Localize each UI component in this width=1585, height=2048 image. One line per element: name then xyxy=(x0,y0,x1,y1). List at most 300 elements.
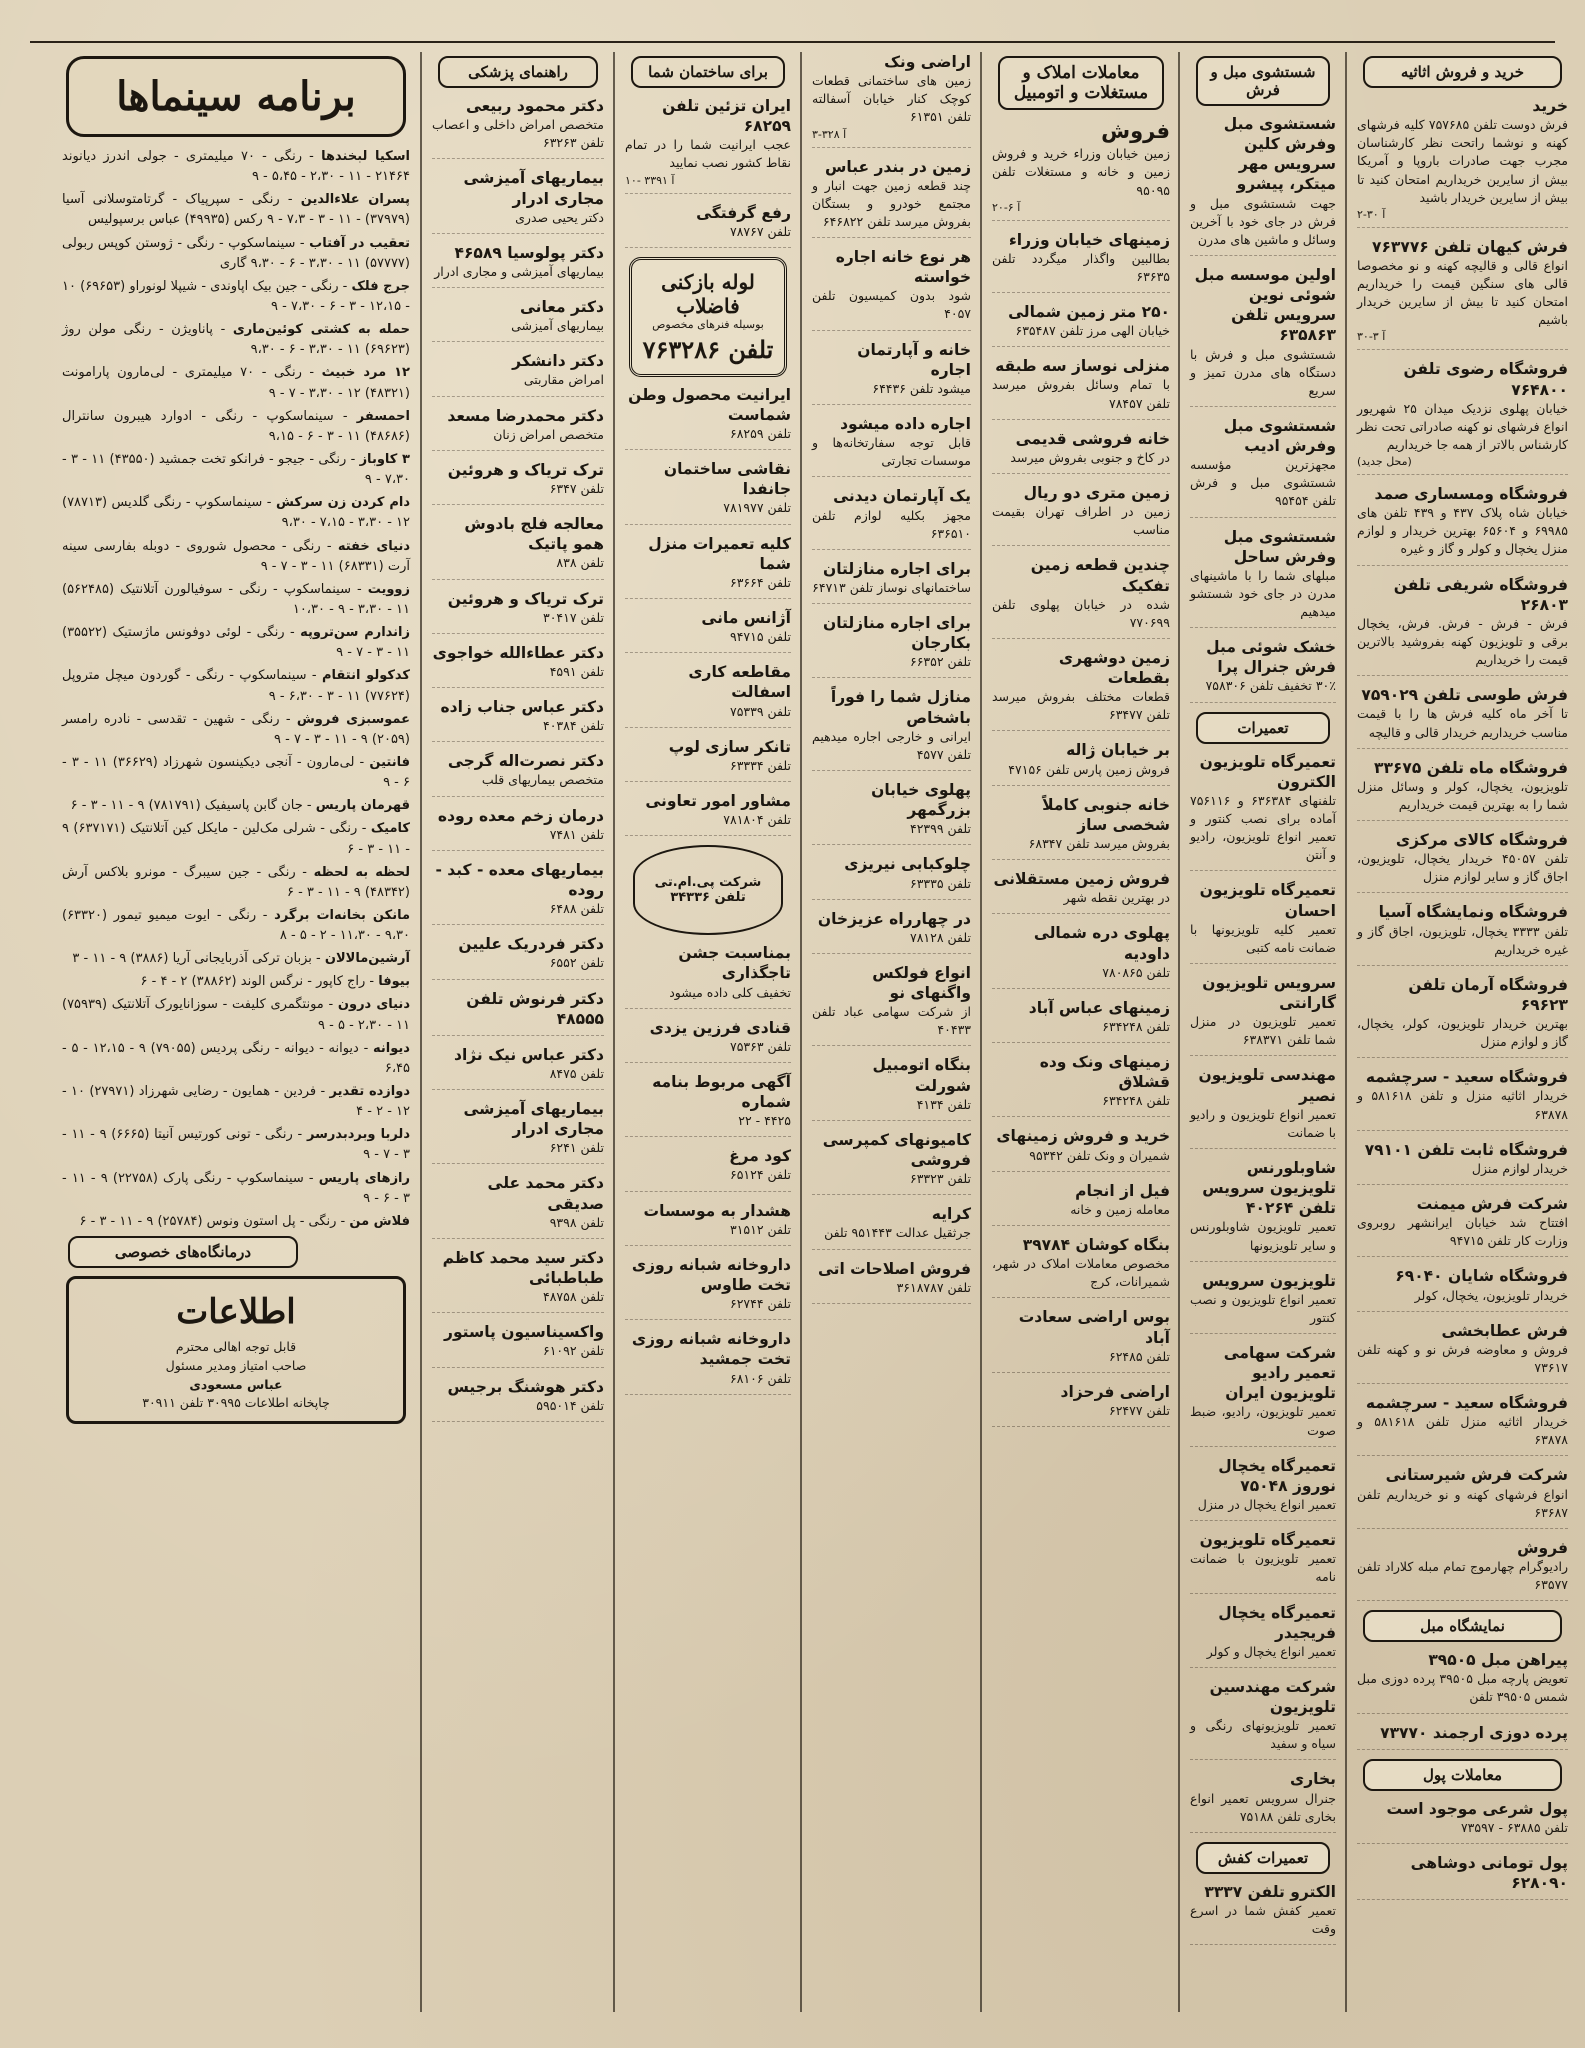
ad-body: تلفن ۶۳۴۲۴۸ xyxy=(1102,1018,1170,1034)
classified-ad xyxy=(1190,637,1336,702)
ad-body: در بهترین نقطه شهر xyxy=(1063,890,1170,906)
movie-showtimes: - رنگی - سپرپیاک - گرتامتوسلانی آسیا (۳۷۹۷۹) - ۱۱ - ۳ - ۷،۳ - ۹ رکس (۴۹۹۳۵) عباس برسپولیس xyxy=(62,192,410,228)
movie-title: کدکولو انتقام xyxy=(322,668,410,684)
movie-title: دوازده تقدیر xyxy=(329,1084,410,1100)
ad-body: جرثقیل عدالت ۹۵۱۴۴۳ تلفن xyxy=(824,1225,971,1241)
ad-title: مقاطعه کاری اسفالت xyxy=(688,663,791,702)
classified-ad xyxy=(625,96,791,194)
classified-ad xyxy=(432,1173,604,1238)
ad-title: تانکر سازی لوپ xyxy=(668,737,791,756)
ad-title: خرید و فروش زمینهای xyxy=(996,1127,1170,1146)
ad-reference: ۳۰-۳ آ xyxy=(1357,330,1386,344)
ad-reference: ۳-۳۲۸ آ xyxy=(812,127,847,141)
ad-title: چندین قطعه زمین تفکیک xyxy=(1030,556,1170,595)
ad-body: مجهز بکلیه لوازم تلفن ۶۳۶۵۱۰ xyxy=(812,507,971,541)
ad-body: تلفن ۶۲۴۱ xyxy=(549,1140,604,1156)
ad-title: فروشگاه آرمان تلفن ۶۹۶۲۳ xyxy=(1408,975,1568,1014)
ad-title: ایرانیت محصول وطن شماست xyxy=(628,385,791,424)
ad-title: تلویزیون سرویس xyxy=(1202,1271,1336,1290)
company-badge-phone: تلفن ۳۴۳۳۶ xyxy=(670,890,746,906)
ad-body: تعمیر کفش شما در اسرع وقت xyxy=(1190,1902,1336,1937)
cinema-listing xyxy=(62,710,410,750)
ad-body: تلفن ۴۲۳۹۹ xyxy=(909,821,971,837)
ad-body: تلفن ۶۲۴۷۷ xyxy=(1108,1402,1170,1418)
classified-ad xyxy=(1190,1158,1336,1262)
ad-title: دکتر فرنوش تلفن ۴۸۵۵۵ xyxy=(466,989,604,1028)
ad-title: ۲۵۰ متر زمین شمالی xyxy=(1008,303,1170,322)
cinema-listing xyxy=(62,277,410,317)
classified-ad xyxy=(992,483,1170,546)
logo-line-4: چاپخانه اطلاعات ۳۰۹۹۵ تلفن ۳۰۹۱۱ xyxy=(142,1395,330,1411)
classified-ad xyxy=(812,1204,971,1249)
column-cinema xyxy=(55,52,417,2012)
ad-body: افتتاح شد خیابان ایرانشهر روبروی وزارت کار تلفن ۹۴۷۱۵ xyxy=(1357,1215,1568,1249)
classified-ad xyxy=(1357,1194,1568,1257)
classified-ad xyxy=(1190,265,1336,407)
cinema-listing xyxy=(62,819,410,859)
ad-body: بهترین خریدار تلویزیون، کولر، یخچال، گاز و لوازم منزل xyxy=(1357,1016,1568,1050)
ad-body: بفروش میرسد تلفن ۶۸۳۴۷ xyxy=(1028,835,1170,851)
ad-list-furniture-show xyxy=(1357,1650,1568,1750)
cinema-listing xyxy=(62,407,410,447)
classified-ad xyxy=(625,1201,791,1246)
ad-list-building-b xyxy=(625,385,791,836)
ad-body: تلفن ۶۳۸۸۵ - ۷۳۵۹۷ xyxy=(1460,1819,1568,1835)
ad-title: پول شرعی موجود است xyxy=(1386,1799,1568,1818)
classified-ad xyxy=(812,414,971,477)
classified-ad xyxy=(432,989,604,1036)
ad-title: درمان زخم معده روده xyxy=(437,806,604,825)
ad-title: منزلی نوساز سه طبقه xyxy=(995,357,1170,376)
ad-body: متخصص امراض داخلی و اعصاب تلفن ۶۳۲۶۳ xyxy=(432,117,604,151)
classified-ad xyxy=(625,203,791,248)
ettelaat-logo: اطلاعات xyxy=(176,1292,296,1333)
column-medical xyxy=(425,52,611,2012)
ad-title: اراضی فرحزاد xyxy=(1060,1382,1170,1401)
ad-body: فرش - فرش - فرش. فرش، یخچال برقی و تلویزیون کهنه بفروشید بالاترین قیمت را خریداریم xyxy=(1357,615,1568,668)
ad-body: تلفن ۶۳۴۷ xyxy=(549,481,604,496)
ad-body: تلفن ۶۵۱۲۴ xyxy=(729,1167,791,1183)
ad-title: دکتر محمدرضا مسعد xyxy=(447,406,604,425)
classified-ad xyxy=(992,1382,1170,1427)
ad-body: تلفن ۶۸۱۰۶ xyxy=(729,1370,791,1386)
cinema-listing xyxy=(62,906,410,946)
ad-body: تلفن ۶۴۸۸ xyxy=(549,901,604,917)
classified-ad xyxy=(812,157,971,239)
movie-showtimes: - رنگی - ۷۰ میلیمتری - لی‌مارون پارامونت (۴۸۳۲۱) ۱۲ - ۳،۳۰ - ۷ - ۹ xyxy=(62,365,410,401)
ad-title: فرش کیهان تلفن ۷۶۳۷۷۶ xyxy=(1371,237,1568,256)
ad-body: تلفن ۷۸۷۶۷ xyxy=(729,223,791,239)
drain-cleaning-title: لوله بازکنی فاضلاب xyxy=(661,269,755,318)
ad-title: تعمیرگاه تلویزیون احسان xyxy=(1199,881,1336,920)
ad-title: رفع گرفتگی xyxy=(696,203,791,222)
ad-body: زمین در اطراف تهران بقیمت مناسب xyxy=(992,504,1170,538)
movie-title: کامیک xyxy=(370,821,410,837)
ad-body: تا آخر ماه کلیه فرش ها را با قیمت مناسب خریداریم خریدار قالی و قالیچه xyxy=(1357,706,1568,740)
movie-showtimes: - رنگی - پل استون ونوس (۲۵۷۸۴) ۹ - ۱۱ - ۳ - ۶ xyxy=(79,1213,346,1229)
ad-title: خانه جنوبی کاملاً شخصی ساز xyxy=(1042,795,1170,834)
ad-title: بنگاه کوشان ۳۹۷۸۴ xyxy=(1022,1235,1170,1254)
ad-body: تعمیر انواع یخچال و کولر xyxy=(1206,1643,1336,1659)
ad-title: شرکت فرش میمنت xyxy=(1416,1194,1568,1213)
column-rule xyxy=(800,52,802,2012)
ad-body: معامله زمین و خانه xyxy=(1070,1201,1170,1217)
classified-ad xyxy=(625,1018,791,1063)
classified-ad xyxy=(812,1130,971,1195)
section-header-furniture-show: نمایشگاه مبل xyxy=(1363,1610,1562,1642)
movie-title: زاندارم سن‌تروپه xyxy=(300,625,410,641)
ad-body: بیماریهای آمیزشی و مجاری ادرار xyxy=(434,263,604,279)
classified-ad xyxy=(1190,1530,1336,1593)
ad-title: دکتر هوشنگ برجیس xyxy=(447,1377,604,1396)
movie-title: احمسفر xyxy=(356,408,410,424)
ad-body: شده در خیابان پهلوی تلفن ۷۷۰۶۹۹ xyxy=(992,596,1170,630)
ad-title: دکتر معانی xyxy=(519,298,604,317)
ad-title: مهندسی تلویزیون نصیر xyxy=(1198,1066,1336,1105)
column-buy-sell xyxy=(1350,52,1575,2012)
movie-title: آرشین‌مالالان xyxy=(324,951,410,967)
logo-line-2: صاحب امتیاز ومدیر مسئول xyxy=(165,1357,307,1373)
ad-body: تلفن ۳۳۳۳ یخچال، تلویزیون، اجاق گاز و غیره خریداریم xyxy=(1357,923,1568,957)
cinema-listing xyxy=(62,1125,410,1165)
movie-showtimes: - مونتگمری کلیفت - سوزانایورک آتلانتیک (۷۵۹۳۹) ۱۱ - ۲،۳۰ - ۵ - ۹ xyxy=(62,997,410,1033)
cinema-listing xyxy=(62,1082,410,1122)
cinema-listing xyxy=(62,537,410,577)
movie-title: دام کردن زن سرکش xyxy=(275,495,410,511)
classified-ad xyxy=(992,429,1170,474)
cinema-listing xyxy=(62,190,410,230)
classified-ad xyxy=(1357,1465,1568,1528)
ad-body: مجهزترین مؤسسه شستشوی مبل و فرش تلفن ۹۵۴۵۴ xyxy=(1190,457,1336,509)
ad-body: جنرال سرویس تعمیر انواع بخاری تلفن ۷۵۱۸۸ xyxy=(1190,1790,1336,1824)
classified-ad xyxy=(1357,1799,1568,1844)
ad-body: تلفن ۴۵۹۱ xyxy=(549,663,604,679)
ad-title: اجاره داده میشود xyxy=(840,414,971,433)
ad-body: تلفن ۶۳۴۲۴۸ xyxy=(1102,1093,1170,1109)
classified-ad xyxy=(992,648,1170,732)
ad-body: فروش زمین پارس تلفن ۴۷۱۵۶ xyxy=(1008,761,1170,777)
classified-ad xyxy=(812,687,971,771)
ad-title: خرید xyxy=(1532,97,1568,115)
ad-title: خانه و آپارتمان اجاره xyxy=(857,340,971,379)
ad-title: هر نوع خانه اجاره خواسته xyxy=(835,248,971,287)
logo-line-1: قابل توجه اهالی محترم xyxy=(175,1339,297,1355)
ad-title: دکتر عباس نیک نژاد xyxy=(454,1045,604,1064)
ad-reference: ۲-۳۰ آ xyxy=(1357,207,1386,221)
classified-ad xyxy=(625,1329,791,1394)
ad-body: خیابان پهلوی نزدیک میدان ۲۵ شهریور انواع فرشهای نو کهنه صادراتی تحت نظر کارشناس بالاتر از همه جا خریداریم xyxy=(1357,400,1568,452)
ad-title: شستشوی مبل وفرش ادیب xyxy=(1223,416,1336,456)
ad-title: خانه فروشی قدیمی xyxy=(1015,429,1170,448)
ad-title: سرویس تلویزیون گارانتی xyxy=(1202,973,1336,1013)
classified-ad xyxy=(812,247,971,331)
ad-body: تلفن ۷۴۸۱ xyxy=(549,826,604,842)
classified-ad xyxy=(812,613,971,678)
classified-ad xyxy=(432,460,604,505)
ad-title: فروشگاه ومسساری صمد xyxy=(1374,485,1568,504)
cinema-listing xyxy=(62,949,410,969)
classified-ad xyxy=(992,555,1170,639)
classified-ad xyxy=(432,643,604,688)
ad-list-building-a xyxy=(625,96,791,248)
classified-ad xyxy=(812,909,971,954)
ad-title: فروشگاه ماه تلفن ۳۳۶۷۵ xyxy=(1374,758,1568,777)
ad-body: فرش دوست تلفن ۷۵۷۶۸۵ کلیه فرشهای کهنه و نوشما راتحت نظر کارشناسان مجرب جهت صادرات باروپا و آمریکا بیش از سایرین خریداریم امتحان کنید تا بیش از سایرین خریدار باشید xyxy=(1357,117,1569,205)
ad-body: خریدار اثاثیه منزل و تلفن ۵۸۱۶۱۸ و ۶۳۸۷۸ xyxy=(1357,1088,1568,1122)
ad-body: بطالبین واگذار میگردد تلفن ۶۳۶۳۵ xyxy=(992,250,1170,284)
ad-body: تلفن ۷۸۱۹۷۷ xyxy=(723,500,791,516)
ad-body: تعمیر تلویزیون در منزل شما تلفن ۶۳۸۳۷۱ xyxy=(1190,1014,1336,1048)
ad-body: تعویض پارچه مبل ۳۹۵۰۵ پرده دوزی مبل شمس ۳۹۵۰۵ تلفن xyxy=(1357,1671,1568,1705)
ad-title: شرکت مهندسین تلویزیون xyxy=(1209,1677,1336,1717)
ad-title: دکتر فردریک علیین xyxy=(458,935,604,954)
drain-cleaning-subtitle: بوسیله فنرهای مخصوص xyxy=(652,317,764,331)
ad-body: تعمیر انواع تلویزیون و نصب کنتور xyxy=(1190,1291,1336,1325)
column-building xyxy=(618,52,798,2012)
movie-showtimes: - سینماسکوپ - رنگی - ادوارد هیبرون سانترال (۴۸۶۸۶) ۱۱ - ۳ - ۶ - ۹،۱۵ xyxy=(62,408,410,444)
ad-list-rentals-cars xyxy=(812,52,971,1304)
ad-list-real-estate xyxy=(992,118,1170,1427)
classified-ad xyxy=(432,514,604,579)
classified-ad xyxy=(625,608,791,653)
classified-ad xyxy=(1357,1393,1568,1456)
ad-title: شرکت فرش شیرستانی xyxy=(1385,1466,1568,1485)
ad-title: پول تومانی دوشاهی ۶۲۸۰۹۰ xyxy=(1410,1854,1568,1893)
ad-title: بمناسبت جشن تاجگذاری xyxy=(678,944,791,983)
movie-showtimes: - رنگی - جیجو - فرانکو تخت جمشید (۴۳۵۵۰) ۱۱ - ۳ - ۷،۳۰ - ۹ xyxy=(62,451,410,488)
classified-ad xyxy=(432,1099,604,1164)
classified-ad xyxy=(992,1181,1170,1226)
ad-title: کامیونهای کمپرسی فروشی xyxy=(822,1130,971,1169)
classified-ad xyxy=(625,534,791,599)
movie-title: تعقیب در آفتاب xyxy=(309,235,410,251)
classified-ad xyxy=(432,297,604,342)
classified-ad xyxy=(625,1146,791,1191)
cinema-listing xyxy=(62,580,410,620)
ad-body: زمین خیابان وزراء خرید و فروش زمین و خانه و مستغلات تلفن ۹۵۰۹۵ xyxy=(992,146,1170,198)
movie-title: دنیای خفته xyxy=(337,538,411,554)
classified-ad xyxy=(1190,1065,1336,1149)
ad-title: کلیه تعمیرات منزل شما xyxy=(648,534,791,573)
ad-body: تلفن ۷۵۳۶۳ xyxy=(729,1038,791,1054)
classified-ad xyxy=(1190,1882,1336,1945)
movie-title: حمله به کشتی کوئین‌ماری xyxy=(232,322,410,338)
classified-ad xyxy=(1357,1723,1568,1750)
movie-showtimes: - رنگی - شرلی مک‌لین - مایکل کین آتلانتیک (۶۳۷۱۷۱) ۹ - ۱۱ - ۳ - ۶ xyxy=(62,821,410,857)
classified-ad xyxy=(1357,575,1568,677)
ad-body: تلویزیون، یخچال، کولر و وسائل منزل شما را به بهترین قیمت خریداریم xyxy=(1357,778,1568,812)
ad-title: پهلوی دره شمالی داودیه xyxy=(1033,924,1170,963)
classified-ad xyxy=(812,340,971,405)
ad-body: تعمیر تلویزیون با ضمانت نامه xyxy=(1190,1551,1336,1585)
ad-title: شرکت سهامی تعمیر رادیو تلویزیون ایران xyxy=(1223,1344,1336,1403)
ad-body: تلفن ۶۱۰۹۲ xyxy=(542,1343,604,1359)
ad-title: فروشگاه رضوی تلفن ۷۶۴۸۰۰ xyxy=(1403,360,1568,399)
ad-body: بیماریهای آمیزشی xyxy=(511,318,604,334)
movie-title: زوویت xyxy=(367,581,410,597)
ad-body: تلفن ۸۳۸ xyxy=(556,555,604,571)
classified-ad xyxy=(1190,1343,1336,1447)
ad-title: تعمیرگاه تلویزیون الکترون xyxy=(1199,752,1336,791)
movie-title: لحظه به لحظه xyxy=(313,864,410,880)
movie-showtimes: - جان گابن پاسیفیک (۷۸۱۷۹۱) ۹ - ۱۱ - ۳ - ۶ xyxy=(70,798,312,814)
ad-body: تخفیف کلی داده میشود xyxy=(669,984,791,1000)
classified-ad xyxy=(992,740,1170,785)
ad-title: پرده دوزی ارجمند ۷۳۷۷۰ xyxy=(1380,1723,1568,1742)
ad-title: بر خیابان ژاله xyxy=(1066,741,1170,760)
cinema-listing xyxy=(62,995,410,1035)
classified-ad xyxy=(1357,1266,1568,1311)
movie-title: فلاش من xyxy=(349,1213,410,1229)
ad-title: آگهی مربوط بنامه شماره xyxy=(652,1072,791,1112)
ad-title: بیماریهای معده - کبد - روده xyxy=(435,860,604,899)
ad-body: تلفنهای ۶۳۶۳۸۴ و ۷۵۶۱۱۶ آماده برای نصب کنتور و تعمیر انواع تلویزیون، رادیو و آنتن xyxy=(1190,792,1336,863)
ad-title: فروشگاه سعید - سرچشمه xyxy=(1365,1394,1568,1413)
cinema-listing xyxy=(62,1169,410,1209)
cinema-listing xyxy=(62,1212,410,1232)
ad-body: ساختمانهای نوساز تلفن ۶۴۷۱۳ xyxy=(812,579,971,595)
classified-ad xyxy=(432,96,604,159)
ad-reference: ۲۰-۶ آ xyxy=(992,200,1021,214)
movie-title: دلربا وبردبدرسر xyxy=(306,1127,410,1143)
ad-body: تلفن ۶۵۵۲ xyxy=(549,955,604,971)
ad-body: جهت شستشوی مبل و فرش در جای خود با آخرین وسائل و ماشین های مدرن xyxy=(1190,195,1336,247)
classified-ad xyxy=(812,486,971,549)
movie-title: پسران علاءالدین xyxy=(300,192,410,208)
ad-list-buy-sell xyxy=(1357,96,1568,1601)
classified-ad xyxy=(432,351,604,396)
ad-title: تعمیرگاه تلویزیون xyxy=(1199,1531,1336,1550)
ad-title: پهلوی خیابان بزرگمهر xyxy=(871,780,971,820)
ad-title: دکتر سید محمد کاظم طباطبائی xyxy=(442,1248,604,1288)
classified-ad xyxy=(432,406,604,451)
ad-list-shoe-repairs xyxy=(1190,1882,1336,1945)
section-header-building: برای ساختمان شما xyxy=(631,56,785,88)
column-rule xyxy=(420,52,422,2012)
ad-title: فروش xyxy=(1101,119,1170,143)
ad-title: منازل شما را فوراً باشخاص xyxy=(830,688,971,727)
movie-showtimes: - دیوانه - دیوانه - رنگی پردیس (۷۹۰۵۵) ۹ - ۱۲،۱۵ - ۵ - ۶،۴۵ xyxy=(62,1040,410,1076)
classified-ad xyxy=(992,118,1170,221)
classified-ad xyxy=(992,1307,1170,1372)
section-header-repairs: تعمیرات xyxy=(1196,712,1330,744)
ad-body: شستشوی مبل و فرش با دستگاه های مدرن تمیز و سریع xyxy=(1190,346,1336,398)
ad-list-washing xyxy=(1190,114,1336,703)
movie-title: جرج فلک xyxy=(351,278,410,294)
ad-title: ترک تریاک و هروئین xyxy=(447,460,604,479)
cinema-listing xyxy=(62,450,410,490)
ad-body: تلفن ۵۹۵۰۱۴ xyxy=(536,1397,604,1413)
classified-ad xyxy=(1357,830,1568,893)
ad-title: اراضی ونک xyxy=(884,53,971,71)
drain-cleaning-ad xyxy=(629,257,787,377)
movie-title: قهرمان پاریس xyxy=(315,798,410,814)
ad-body: تعمیر کلیه تلویزیونها با ضمانت نامه کتبی xyxy=(1190,921,1336,955)
ad-body: تلفن ۶۲۷۴۴ xyxy=(729,1296,791,1312)
ad-title: واکسیناسیون پاستور xyxy=(444,1323,604,1342)
ad-title: چلوکبابی نیریزی xyxy=(844,855,971,874)
section-header-medical: راهنمای پزشکی xyxy=(438,56,598,88)
ad-body: تلفن ۶۲۴۸۵ xyxy=(1108,1348,1170,1364)
ad-title: اولین موسسه مبل شوئی نوین سرویس تلفن ۶۳۵۸۶۳ xyxy=(1194,265,1336,345)
logo-line-3: عباس مسعودی xyxy=(189,1376,283,1392)
ad-body: متخصص امراض زنان xyxy=(493,426,604,442)
ad-title: بخاری xyxy=(1290,1770,1336,1789)
ad-title: کود مرغ xyxy=(729,1147,791,1166)
ad-body: از شرکت سهامی عباد تلفن ۴۰۴۳۳ xyxy=(812,1004,971,1038)
movie-title: ۱۲ مرد خبیث xyxy=(321,365,410,381)
ad-body: زمین های ساختمانی قطعات کوچک کنار خیابان آسفالته تلفن ۶۱۳۵۱ xyxy=(812,73,971,125)
ad-body: تلفن ۴۵۰۵۷ خریدار یخچال، تلویزیون، اجاق گاز و سایر لوازم منزل xyxy=(1357,851,1568,885)
column-washing-repairs xyxy=(1183,52,1343,2012)
classified-ad xyxy=(432,1377,604,1422)
classified-ad xyxy=(992,923,1170,988)
ad-title: فروشگاه کالای مرکزی xyxy=(1395,831,1568,850)
ad-title: در چهارراه عزیزخان xyxy=(817,909,971,928)
column-rule xyxy=(1178,52,1180,2012)
ad-body: فروش و معاوضه فرش نو و کهنه تلفن ۷۳۶۱۷ xyxy=(1357,1341,1568,1375)
ad-body: خریدار لوازم منزل xyxy=(1471,1160,1568,1176)
cinema-listing xyxy=(62,1039,410,1079)
classified-ad xyxy=(1357,758,1568,821)
ad-title: هشدار به موسسات xyxy=(643,1201,791,1220)
ad-title: فرش عطابخشی xyxy=(1441,1321,1568,1340)
classified-ad xyxy=(432,1248,604,1313)
ad-title: خشک شوئی مبل فرش جنرال پرا xyxy=(1206,638,1336,677)
movie-title: دیوانه xyxy=(373,1040,410,1056)
classified-ad xyxy=(812,780,971,845)
ad-list-medical xyxy=(432,96,604,1422)
movie-showtimes: - رنگی - ایوت میمیو تیمور (۶۳۳۲۰) ۹،۳۰ - ۱۱،۳۰ - ۲ - ۵ - ۸ xyxy=(62,907,410,944)
classified-ad xyxy=(1357,96,1568,228)
classified-ad xyxy=(992,356,1170,419)
ad-title: قنادی فرزین یزدی xyxy=(649,1018,791,1037)
movie-title: بیوفا xyxy=(378,974,410,990)
classified-ad xyxy=(1357,1650,1568,1713)
cinema-listing xyxy=(62,147,410,187)
movie-showtimes: - رنگی - جین سیبرگ - مونرو بلاکس آرش (۴۸۳۴۲) ۹ - ۱۱ - ۳ - ۶ xyxy=(62,864,410,900)
section-header-shoe-repairs: تعمیرات کفش xyxy=(1196,1842,1330,1874)
cinema-listing xyxy=(62,796,410,816)
ad-body: خریدار اثاثیه منزل تلفن ۵۸۱۶۱۸ و ۶۳۸۷۸ xyxy=(1357,1414,1568,1448)
classified-ad xyxy=(625,385,791,450)
classified-ad xyxy=(1357,685,1568,748)
ad-title: شستشوی مبل وفرش ساحل xyxy=(1223,527,1336,566)
ad-body: تعمیر انواع یخچال در منزل xyxy=(1197,1496,1336,1512)
ad-body: چند قطعه زمین جهت انبار و مجتمع خودرو و بستگان بفروش میرسد تلفن ۶۴۶۸۲۲ xyxy=(812,177,971,229)
classified-ad xyxy=(1357,1067,1568,1130)
classified-ad xyxy=(992,795,1170,860)
ad-title: فروش xyxy=(1517,1538,1568,1557)
classified-ad xyxy=(1357,1321,1568,1384)
ad-body: تلفن ۳۰۴۱۷ xyxy=(542,609,604,625)
ad-body: تلفن ۷۸۱۸۰۴ xyxy=(723,812,791,828)
ad-body: شمیران و ونک تلفن ۹۵۳۴۲ xyxy=(1029,1147,1170,1163)
movie-showtimes: - سینماسکوپ - رنگی گلدیس (۷۸۷۱۳) ۱۲ - ۳،۳۰ - ۷،۱۵ - ۹،۳۰ xyxy=(62,495,410,531)
ad-title: فروشگاه ونمایشگاه آسیا xyxy=(1378,903,1568,922)
ad-body: تلفن ۶۳۳۳۵ xyxy=(909,875,971,891)
drain-cleaning-phone: تلفن ۷۶۳۲۸۶ xyxy=(642,334,774,364)
ad-title: زمینهای ونک وده قشلاق xyxy=(1039,1053,1170,1092)
classified-ad xyxy=(432,589,604,634)
movie-showtimes: - سینماسکوپ - رنگی - ژوستن کوپس ربولی (۵۷۷۷۷) ۱۱ - ۳،۳۰ - ۶ - ۹،۳۰ گاری xyxy=(62,235,410,271)
column-real-estate xyxy=(985,52,1177,2012)
ad-body: عجب ایرانیت شما را در تمام نقاط کشور نصب نمایید xyxy=(625,137,791,171)
movie-showtimes: - راج کاپور - نرگس الوند (۳۸۸۶۲) ۲ - ۴ - ۶ xyxy=(140,974,375,990)
ad-title: کرایه xyxy=(931,1205,971,1224)
ad-title: بنگاه اتومبیل شورلت xyxy=(872,1056,971,1095)
classified-ad xyxy=(1190,1603,1336,1668)
